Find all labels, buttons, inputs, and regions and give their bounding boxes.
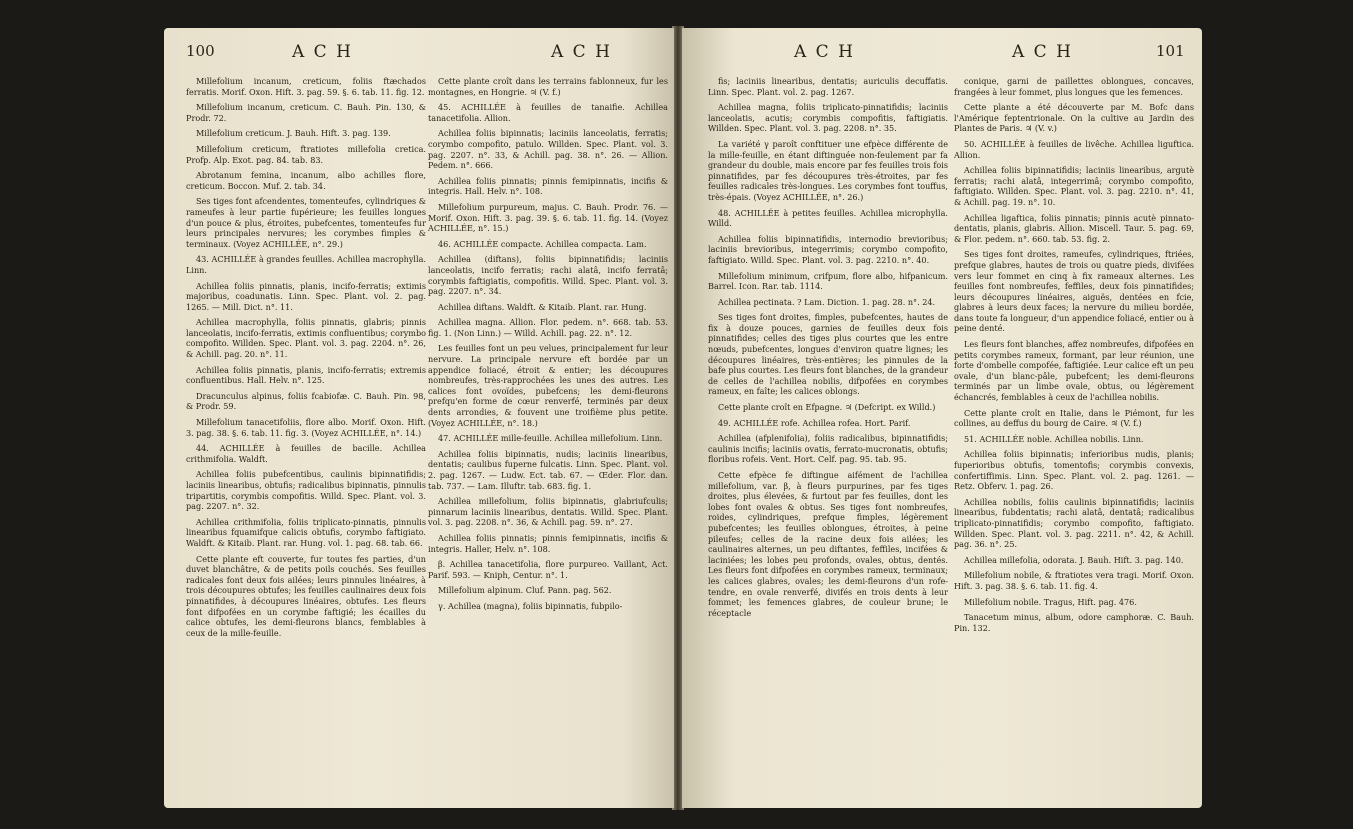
entry-heading: 49. ACHILLÉE rofe. Achillea rofea. Hort. Parif.: [718, 417, 911, 428]
entry-heading: 46. ACHILLÉE compacte. Achillea compacta. Lam.: [438, 238, 647, 249]
paragraph: Achillea (afplenifolia), foliis radicalibus, bipinnatifidis; caulinis incifis; laciniis ovatis, ferrato-mucronatis, obtufis; floribus rofeis. Vent. Hort. Celf. pag. 95. tab. 95.: [708, 433, 948, 465]
paragraph: Ses tiges font droites, rameufes, cylindriques, ftriées, prefque glabres, hautes de trois ou quatre pieds, divifées vers leur fommet en cinq à fix rameaux alternes. Les feuilles font nombreufes, feffiles, deux fois pinnatifides; leurs découpures linéaires, aiguës, dentées en fcie, glabres à leurs deux faces; la nervure du milieu bordée, dans toute fa longueur, d'un appendice foliacé, entier ou à peine denté.: [954, 249, 1194, 334]
paragraph: Millefolium tanacetifoliis, flore albo. Morif. Oxon. Hift. 3. pag. 38. §. 6. tab. 11. fig. 3. (Voyez ACHILLÉE, n°. 14.): [186, 417, 426, 438]
paragraph: Achillea foliis bipinnatifidis; laciniis linearibus, argutè ferratis; rachi alatâ, integerrimâ; corymbo compofito, faftigiato. Willden. Spec. Plant. vol. 3. pag. 2210. n°. 41, & Achill. pag. 19. n°. 10.: [954, 165, 1194, 207]
paragraph: Millefolium incanum, creticum. C. Bauh. Pin. 130, & Prodr. 72.: [186, 102, 426, 123]
paragraph: Millefolium alpinum. Cluf. Pann. pag. 562.: [438, 585, 612, 596]
running-head-left: A C H: [794, 42, 855, 62]
paragraph: Millefolium creticum. J. Bauh. Hift. 3. pag. 139.: [196, 128, 391, 139]
page-number: 101: [1156, 42, 1185, 60]
page-number: 100: [186, 42, 215, 60]
paragraph: conique, garni de paillettes oblongues, concaves, frangées à leur fommet, plus longues que les femences.: [954, 76, 1194, 97]
entry-heading: 45. ACHILLÉE à feuilles de tanaifie. Achillea tanacetifolia. Allion.: [428, 102, 668, 123]
paragraph: Cette plante eft couverte, fur toutes fes parties, d'un duvet blanchâtre, & de petits poils couchés. Ses feuilles radicales font deux fois ailées; leurs pinnules linéaires, à trois découpures obtufes; les feuilles caulinaires deux fois pinnatifides, à découpures linéaires, obtufes. Les fleurs font difpofées en un corymbe faftigié; les écailles du calice obtufes, les demi-fleurons blancs, femblables à ceux de la mille-feuille.: [186, 553, 426, 638]
paragraph: Millefolium purpureum, majus. C. Bauh. Prodr. 76. — Morif. Oxon. Hift. 3. pag. 39. §. 6. tab. 11. fig. 14. (Voyez ACHILLÉE, n°. 15.): [428, 201, 668, 234]
paragraph: Achillea pectinata. ? Lam. Diction. 1. pag. 28. n°. 24.: [718, 296, 936, 307]
paragraph: Achillea foliis bipinnatis; inferioribus nudis, planis; fuperioribus obtufis, tomentofis; corymbis convexis, confertiffimis. Linn. Spec. Plant. vol. 2. pag. 1261. — Retz. Obferv. 1. pag. 26.: [954, 449, 1194, 492]
paragraph: La variété γ paroît conftituer une efpèce différente de la mille-feuille, en étant diftinguée non-feulement par fa grandeur du double, mais encore par fes feuilles trois fois pinnatifides, par fes découpures très-étroites, par fes feuilles radicales très-longues. Les corymbes font touffus, très-épais. (Voyez ACHILLÉE, n°. 26.): [708, 138, 948, 202]
paragraph: Millefolium nobile, & ftratiotes vera tragi. Morif. Oxon. Hift. 3. pag. 38. §. 6. tab. 11. fig. 4.: [954, 570, 1194, 591]
paragraph: Cette plante croît en Italie, dans le Piémont, fur les collines, au deffus du bourg de Caire. ♃ (V. f.): [954, 407, 1194, 429]
paragraph: Achillea foliis pinnatis, planis, incifo-ferratis; extimis majoribus, coadunatis. Linn. Spec. Plant. vol. 2. pag. 1265. — Mill. Dict. n°. 11.: [186, 280, 426, 312]
right-running-head: [682, 42, 1202, 68]
entry-heading: 44. ACHILLÉE à feuilles de bacille. Achillea crithmifolia. Waldft.: [186, 443, 426, 464]
paragraph: Achillea foliis pinnatis; pinnis femipinnatis, incifis & integris. Hall. Helv. n°. 108.: [428, 175, 668, 197]
left-page-column-1: [186, 76, 426, 802]
paragraph: Millefolium minimum, crifpum, flore albo, hifpanicum. Barrel. Icon. Rar. tab. 1114.: [708, 270, 948, 292]
paragraph: Achillea foliis bipinnatis; laciniis lanceolatis, ferratis; corymbo compofito, patulo. Willden. Spec. Plant. vol. 3. pag. 2207. n°. 33, & Achill. pag. 38. n°. 26. — Allion. Pedem. n°. 666.: [428, 128, 668, 171]
paragraph: Achillea foliis pinnatis; pinnis femipinnatis, incifis & integris. Haller, Helv. n°. 108.: [428, 532, 668, 554]
paragraph: Achillea millefolia, odorata. J. Bauh. Hift. 3. pag. 140.: [964, 554, 1184, 565]
right-page-column-1: [708, 76, 948, 802]
paragraph: Achillea (diftans), foliis bipinnatifidis; laciniis lanceolatis, incifo ferratis; rachi alatâ, incifo ferratâ; corymbis faftigiatis, compofitis. Willd. Spec. Plant. vol. 3. pag. 2207. n°. 34.: [428, 254, 668, 297]
paragraph: Achillea diftans. Waldft. & Kitaib. Plant. rar. Hung.: [438, 301, 647, 312]
entry-heading: 50. ACHILLÉE à feuilles de livêche. Achillea liguftica. Allion.: [954, 138, 1194, 160]
paragraph: Millefolium creticum, ftratiotes millefolia cretica. Profp. Alp. Exot. pag. 84. tab. 83.: [186, 143, 426, 165]
right-page-column-2: [954, 76, 1194, 802]
left-running-head: [164, 42, 674, 68]
paragraph: γ. Achillea (magna), foliis bipinnatis, fubpilo-: [438, 600, 623, 611]
paragraph: Ses tiges font droites, fimples, pubefcentes, hautes de fix à douze pouces, garnies de feuilles deux fois pinnatifides; celles des tiges plus courtes que les entre nœuds, pubefcentes, longues d'environ quatre lignes; les découpures linéaires, très-entières; les pinnules de la bafe plus courtes. Les fleurs font blanches, de la grandeur de celles de l'achillea nobilis, difpofées en corymbes rameux, en faîte; les calices oblongs.: [708, 312, 949, 397]
paragraph: Cette plante a été découverte par M. Bofc dans l'Amérique feptentrionale. On la cultive au Jardin des Plantes de Paris. ♃ (V. v.): [954, 102, 1194, 134]
right-page: [682, 28, 1202, 808]
entry-heading: 48. ACHILLÉE à petites feuilles. Achillea microphylla. Willd.: [708, 207, 948, 229]
paragraph: Achillea nobilis, foliis caulinis bipinnatifidis; laciniis linearibus, fubdentatis; rachi alatâ, dentatâ; radicalibus triplicato-pinnatifidis; corymbo compofito, faftigiato. Willden. Spec. Plant. vol. 3. pag. 2211. n°. 42, & Achill. pag. 36. n°. 25.: [954, 496, 1194, 550]
paragraph: Cette efpèce fe diftingue aifément de l'achillea millefolium, var. β, à fleurs purpurines, par fes tiges droites, plus élevées, & furtout par fes feuilles, dont les lobes font ovales & obtus. Ses tiges font nombreufes, roides, cylindriques, prefque fimples, légèrement pubefcentes; les feuilles oblongues, étroites, à peine pileufes; celles de la racine deux fois ailées; les caulinaires alternes, un peu diftantes, feffiles, incifées & laciniées; les lobes peu profonds, ovales, obtus, dentés. Les fleurs font difpofées en corymbes rameux, terminaux; les calices glabres, ovales; les demi-fleurons d'un rofe-tendre, en ovale renverfé, divifés en trois dents à leur fommet; les femences glabres, de couleur brune; le réceptacle: [708, 470, 948, 618]
running-head-right: A C H: [1012, 42, 1073, 62]
paragraph: Achillea magna. Allion. Flor. pedem. n°. 668. tab. 53. fig. 1. (Non Linn.) — Willd. Achill. pag. 22. n°. 12.: [428, 317, 668, 338]
paragraph: Achillea millefolium, foliis bipinnatis, glabriufculis; pinnarum laciniis linearibus, dentatis. Willd. Spec. Plant. vol. 3. pag. 2208. n°. 36, & Achill. pag. 59. n°. 27.: [428, 496, 668, 528]
entry-heading: 47. ACHILLÉE mille-feuille. Achillea millefolium. Linn.: [438, 433, 663, 444]
paragraph: Les fleurs font blanches, affez nombreufes, difpofées en petits corymbes rameux, formant, par leur réunion, une forte d'ombelle compofée, faftigiée. Leur calice eft un peu ovale, d'un blanc-pâle, pubefcent; les demi-fleurons terminés par un limbe ovale, obtus, ou légèrement échancrés, femblables à ceux de l'achillea nobilis.: [954, 339, 1194, 403]
paragraph: Achillea magna, foliis triplicato-pinnatifidis; laciniis lanceolatis, acutis; corymbis compofitis, faftigiatis. Willden. Spec. Plant. vol. 3. pag. 2208. n°. 35.: [708, 102, 948, 134]
paragraph: Achillea macrophylla, foliis pinnatis, glabris; pinnis lanceolatis, incifo-ferratis, extimis confluentibus; corymbo compofito. Willden. Spec. Plant. vol. 3. pag. 2204. n°. 26, & Achill. pag. 20. n°. 11.: [186, 317, 426, 360]
left-page-column-2: [428, 76, 668, 802]
running-head-right: A C H: [551, 42, 612, 62]
paragraph: Millefolium nobile. Tragus, Hift. pag. 476.: [964, 596, 1137, 607]
paragraph: Ses tiges font afcendentes, tomenteufes, cylindriques & rameufes à leur partie fupérieure; les feuilles longues d'un pouce & plus, étroites, pubefcentes, tomenteufes fur leurs principales nervures; les corymbes fimples & terminaux. (Voyez ACHILLÉE, n°. 29.): [186, 196, 426, 249]
paragraph: Achillea ligaftica, foliis pinnatis; pinnis acutè pinnato-dentatis, planis, glabris. Allion. Miscell. Taur. 5. pag. 69, & Flor. pedem. n°. 660. tab. 53. fig. 2.: [954, 212, 1194, 244]
entry-heading: 51. ACHILLÉE noble. Achillea nobilis. Linn.: [964, 433, 1144, 444]
running-head-left: A C H: [292, 42, 353, 62]
paragraph: Achillea foliis bipinnatifidis, internodio brevioribus; laciniis brevioribus, integerrimis; corymbo compofito, faftigiato. Willd. Spec. Plant. vol. 3. pag. 2210. n°. 40.: [708, 233, 948, 265]
paragraph: Achillea crithmifolia, foliis triplicato-pinnatis, pinnulis linearibus fquamifque calicis obtufis, corymbo faftigiato. Waldft. & Kitaib. Plant. rar. Hung. vol. 1. pag. 68. tab. 66.: [186, 516, 426, 548]
entry-heading: 43. ACHILLÉE à grandes feuilles. Achillea macrophylla. Linn.: [186, 254, 426, 275]
paragraph: Achillea foliis bipinnatis, nudis; laciniis linearibus, dentatis; caulibus fuperne fulcatis. Linn. Spec. Plant. vol. 2. pag. 1267. — Ludw. Ect. tab. 67. — Œder. Flor. dan. tab. 737. — Lam. Illuftr. tab. 683. fig. 1.: [428, 448, 668, 491]
paragraph: Abrotanum femina, incanum, albo achilles flore, creticum. Boccon. Muf. 2. tab. 34.: [186, 170, 426, 191]
paragraph: Tanacetum minus, album, odore camphoræ. C. Bauh. Pin. 132.: [954, 612, 1194, 633]
paragraph: Achillea foliis pubefcentibus, caulinis bipinnatifidis; laciniis linearibus, obtufis; radicalibus bipinnatis, pinnulis tripartitis, corymbis compofitis. Willd. Spec. Plant. vol. 3. pag. 2207. n°. 32.: [186, 469, 426, 512]
paragraph: Dracunculus alpinus, foliis fcabiofæ. C. Bauh. Pin. 98, & Prodr. 59.: [186, 390, 426, 412]
paragraph: Achillea foliis pinnatis, planis, incifo-ferratis; extremis confluentibus. Hall. Helv. n°. 125.: [186, 364, 426, 386]
paragraph: Cette plante croît en Efpagne. ♃ (Defcript. ex Willd.): [718, 402, 936, 413]
paragraph: Cette plante croît dans les terrains fablonneux, fur les montagnes, en Hongrie. ♃ (V. f.): [428, 76, 668, 97]
paragraph: Les feuilles font un peu velues, principalement fur leur nervure. La principale nervure eft bordée par un appendice foliacé, étroit & entier; les découpures nombreufes, très-rapprochées les unes des autres. Les calices font ovoïdes, pubefcens; les demi-fleurons prefqu'en forme de cœur renverfé, terminés par deux dents arrondies, & fouvent une troifième plus petite. (Voyez ACHILLÉE, n°. 18.): [428, 343, 668, 428]
paragraph: Millefolium incanum, creticum, foliis ftæchados ferratis. Morif. Oxon. Hift. 3. pag. 59. §. 6. tab. 11. fig. 12.: [186, 76, 426, 97]
open-book: [8, 6, 1345, 823]
paragraph: fis; laciniis linearibus, dentatis; auriculis decuffatis. Linn. Spec. Plant. vol. 2. pag. 1267.: [708, 76, 948, 97]
left-page: [164, 28, 674, 808]
paragraph: β. Achillea tanacetifolia, flore purpureo. Vaillant, Act. Parif. 593. — Kniph, Centur. n°. 1.: [428, 559, 668, 580]
